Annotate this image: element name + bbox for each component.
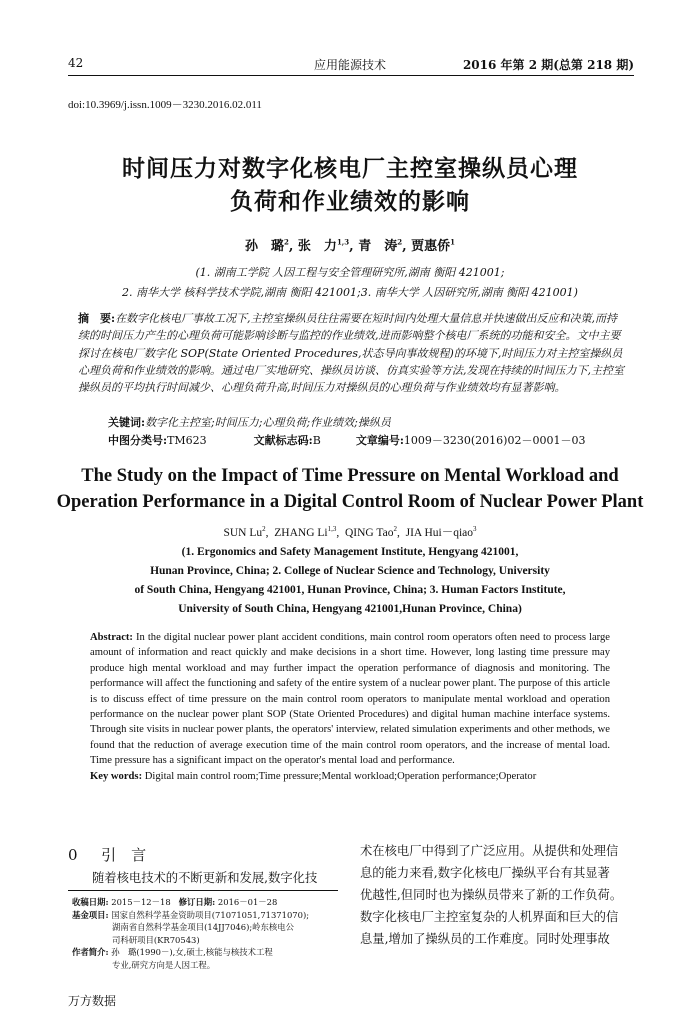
affiliation-cn-line1: (1. 湖南工学院 人因工程与安全管理研究所,湖南 衡阳 421001; — [195, 266, 505, 279]
abstract-en-label: Abstract — [90, 632, 130, 643]
section-heading — [68, 844, 146, 865]
affiliation-en-line3: of South China, Hengyang 421001, Hunan Province, China; 3. Human Factors Institute, — [134, 584, 566, 596]
title-en-line1: The Study on the Impact of Time Pressure on Mental Workload and — [81, 466, 619, 486]
authors-cn: 孙 璐$^2$, 张 力$^{1,3}$, 青 涛$^2$, 贾惠侨$^1$ — [244, 237, 456, 254]
title-cn-line1: 时间压力对数字化核电厂主控室操纵员心理 — [122, 155, 578, 182]
issue-info: 2016 年第 2 期(总第 218 期) — [462, 58, 634, 72]
doc-code: B — [312, 434, 321, 447]
page-number: 42 — [68, 56, 84, 70]
revised-date: 2016－01－28 — [217, 897, 278, 907]
body-left-line1: 随着核电技术的不断更新和发展,数字化技 — [92, 871, 318, 885]
keywords-cn: 关键词:数字化主控室;时间压力;心理负荷;作业绩效;操纵员 — [108, 416, 391, 429]
header-rule — [68, 75, 634, 76]
author-name: 张 力 — [297, 239, 337, 254]
keywords-en: Digital main control room;Time pressure;Mental workload;Operation performance;Operator — [144, 770, 537, 782]
abstract-cn-label: 摘 要: — [78, 312, 116, 325]
author-name: 贾惠侨 — [411, 239, 451, 254]
received-date: 2015－12－18 — [111, 897, 171, 907]
journal-name: 应用能源技术 — [313, 58, 386, 72]
affiliation-en-line4: University of South China, Hengyang 421001,Hunan Province, China) — [178, 603, 522, 615]
abstract-en: Abstract: In the digital nuclear power plant accident conditions, main control room operators often need to process large amount of information and react quickly and make decisions in a short time. However, long lasting time pressure may produce high mental workload and may further impact the operation performance of diagnosis and monitoring. The performance will affect the functioning and safety of the entire system of a nuclear power plant. The purpose of this article is to discuss effect of time pressure on the main control room operators to manipulate mental workload and operation performance on the nuclear power plant SOP (State Oriented Procedures) and digital human machine interface systems. Through site visits in nuclear power plants, the operators' interview, related simulation experiments and other methods, we found that the reduction of average execution time of the main control room operators, and the increase of mental load. Time pressure has a significant impact on the operator's mental load and performance. Key words: Digital main control room;Time pressure;Mental workload;Operation performance;Operator — [90, 632, 610, 782]
watermark: 万方数据 — [68, 994, 117, 1008]
affiliation-cn-line2: 2. 南华大学 核科学技术学院,湖南 衡阳 421001;3. 南华大学 人因研究所,湖南 衡阳 421001) — [122, 286, 578, 299]
classification-line: 中图分类号:TM623 文献标志码:B 文章编号:1009－3230(2016)02－0001－03 — [108, 434, 586, 447]
body-right: 术在核电厂中得到了广泛应用。从提供和处理信 息的能力来看,数字化核电厂操纵平台有其显著 优越性,但同时也为操纵员带来了新的工作负荷。 数字化核电厂主控室复杂的人机界面和巨大的信 息量,增加了操纵员的工作难度。同时处理事故 — [360, 844, 623, 946]
article-number: 1009－3230(2016)02－0001－03 — [403, 434, 586, 447]
clc-number: TM623 — [167, 434, 207, 447]
abstract-en-text: In the digital nuclear power plant accident conditions, main control room operators often need to process large amount of information and react quickly and make decisions in a short time. However, long lasting time pressure may produce high mental workload and may further impact the operation performance of diagnosis and monitoring. The performance will affect the functioning and safety of the entire system of a nuclear power plant. The purpose of this article is to discuss effect of time pressure on the main control room operators to manipulate mental workload and operation performance on the nuclear power plant SOP (State Oriented Procedures) and digital human machine interface systems. Through site visits in nuclear power plants, the operators' interview, related simulation experiments and other methods, we found that the reduction of average execution time of the main control room operators, and the increase of mental load. Time pressure has a significant impact on the operator's mental load and performance. — [90, 632, 610, 767]
footnote: 收稿日期: 2015－12－18 修订日期: 2016－01－28 基金项目: 国家自然科学基金资助项目(71071051,71371070); 湖南省自然科学基金项目(14JJ7046);岭东核电公 司科研项目(KR70543) 作者简介: 孙 璐(1990－),女,硕士,核能与核技术工程 专业,研究方向是人因工程。 — [72, 897, 310, 970]
footnote-rule — [68, 890, 338, 891]
keywords-en-label: Key words — [90, 770, 139, 782]
author-name: 青 涛 — [358, 239, 398, 254]
affiliation-en-line2: Hunan Province, China; 2. College of Nuclear Science and Technology, University — [150, 565, 550, 577]
affiliation-en-line1: (1. Ergonomics and Safety Management Institute, Hengyang 421001, — [181, 546, 519, 558]
author-name: 孙 璐 — [244, 239, 284, 254]
section-number: 0 — [68, 846, 78, 864]
doi: doi:10.3969/j.issn.1009－3230.2016.02.011 — [68, 99, 262, 111]
title-en-line2: Operation Performance in a Digital Control Room of Nuclear Power Plant — [56, 492, 644, 512]
title-cn-line2: 负荷和作业绩效的影响 — [230, 188, 470, 215]
abstract-cn — [78, 310, 624, 396]
authors-en: SUN Lu$^2$, ZHANG Li$^{1,3}$, QING Tao$^2$, JIA Hui－qiao$^3$ — [223, 525, 477, 539]
abstract-cn-text: 在数字化核电厂事故工况下,主控室操纵员往往需要在短时间内处理大量信息并快速做出反应和决策,而持续的时间压力产生的心理负荷可能影响诊断与监控的作业绩效,进而影响整个核电厂系统的功能和安全。文中主要探讨在核电厂数字化 SOP(State Oriented Procedures,状态导向事故规程)的环境下,时间压力对主控室操纵员心理负荷和作业绩效的影响。通过电厂实地研究、操纵员访谈、仿真实验等方法,发现在持续的时间压力下,主控室操纵员的平均执行时间减少、心理负荷升高,时间压力对操纵员的心理负荷与作业绩效均有显著影响。 — [78, 312, 624, 395]
section-title: 引 言 — [101, 846, 147, 864]
